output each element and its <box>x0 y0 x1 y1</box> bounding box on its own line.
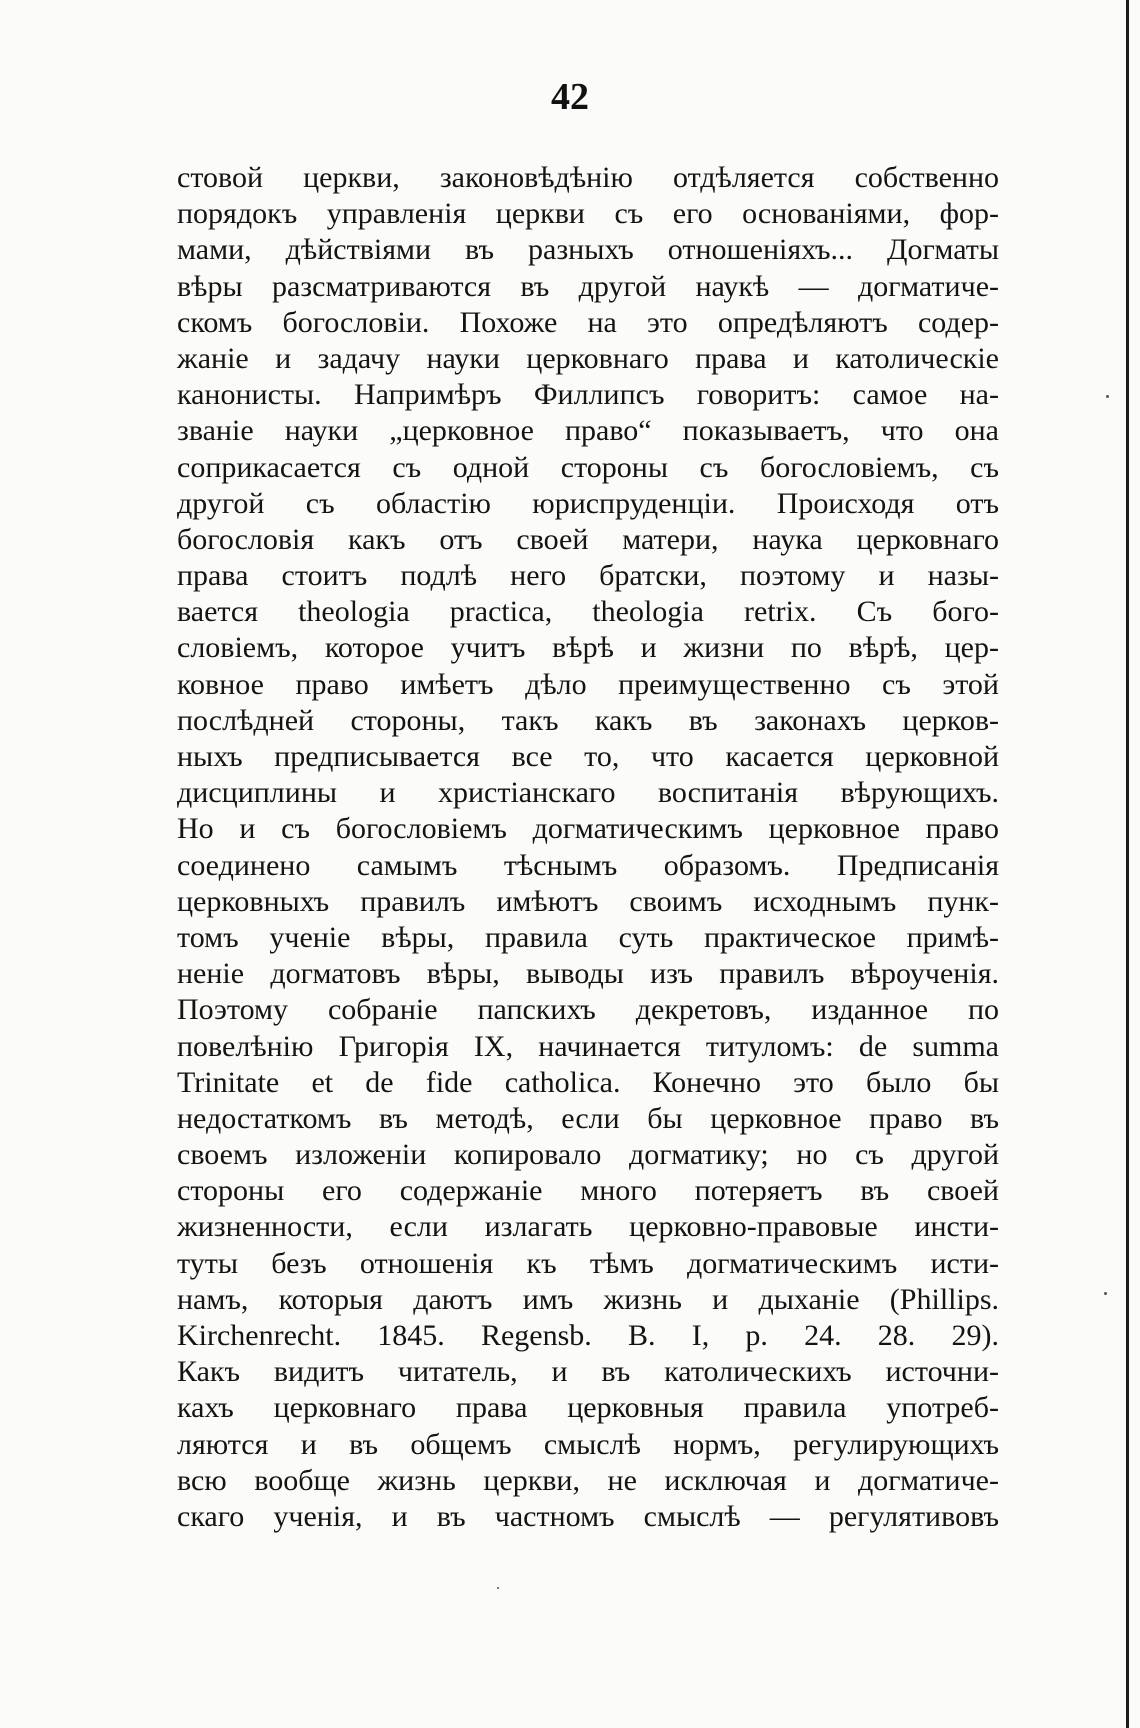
text-line: стовой церкви, законовѣдѣнію отдѣляется собственно <box>177 161 999 194</box>
text-line: скомъ богословіи. Похоже на это опредѣляютъ содер- <box>177 305 999 339</box>
text-line: кахъ церковнаго права церковныя правила употреб- <box>177 1391 999 1425</box>
text-line: повелѣнію Григорія IX, начинается титуломъ: de summa <box>177 1029 999 1063</box>
text-line: права стоитъ подлѣ него братски, поэтому и назы- <box>177 559 999 593</box>
text-line: жаніе и задачу науки церковнаго права и католическіе <box>177 341 999 375</box>
text-line: соприкасается съ одной стороны съ богословіемъ, съ <box>177 450 999 484</box>
text-line: ныхъ предписывается все то, что касается церковной <box>177 740 999 773</box>
text-line: порядокъ управленія церкви съ его основаніями, фор- <box>177 197 999 231</box>
text-line: томъ ученіе вѣры, правила суть практическое примѣ- <box>177 920 999 954</box>
text-line: Kirchenrecht. 1845. Regensb. B. I, p. 24. 28. 29). <box>177 1319 999 1352</box>
text-line: скаго ученія, и въ частномъ смыслѣ — регулятивовъ <box>177 1499 999 1533</box>
text-line: намъ, которыя даютъ имъ жизнь и дыханіе (Phillips. <box>177 1282 999 1316</box>
text-line: туты безъ отношенія къ тѣмъ догматическимъ исти- <box>177 1246 999 1280</box>
text-line: канонисты. Напримѣръ Филлипсъ говоритъ: самое на- <box>177 378 999 412</box>
text-line: своемъ изложеніи копировало догматику; но съ другой <box>177 1138 999 1172</box>
text-line: неніе догматовъ вѣры, выводы изъ правилъ вѣроученія. <box>177 957 999 991</box>
text-line: вѣры разсматриваются въ другой наукѣ — догматиче- <box>177 269 999 303</box>
text-line: мами, дѣйствіями въ разныхъ отношеніяхъ... Догматы <box>177 233 999 267</box>
text-line: словіемъ, которое учитъ вѣрѣ и жизни по вѣрѣ, цер- <box>177 631 999 665</box>
text-line: соединено самымъ тѣснымъ образомъ. Предписанія <box>177 848 999 882</box>
text-line: ляются и въ общемъ смыслѣ нормъ, регулирующихъ <box>177 1427 999 1461</box>
text-line: Какъ видитъ читатель, и въ католическихъ источни- <box>177 1355 999 1389</box>
page-number: 42 <box>551 76 589 118</box>
scan-speck <box>497 1587 499 1589</box>
text-line: званіе науки „церковное право“ показываетъ, что она <box>177 414 999 448</box>
scan-speck <box>1106 395 1109 398</box>
text-line: ковное право имѣетъ дѣло преимущественно съ этой <box>177 667 999 701</box>
text-line: церковныхъ правилъ имѣютъ своимъ исходнымъ пунк- <box>177 884 999 918</box>
body-text <box>177 160 999 1535</box>
text-line: Trinitate et de fide catholica. Конечно это было бы <box>177 1065 999 1099</box>
text-line: послѣдней стороны, такъ какъ въ законахъ церков- <box>177 703 999 737</box>
scan-speck <box>1104 1292 1107 1295</box>
text-line: Поэтому собраніе папскихъ декретовъ, изданное по <box>177 993 999 1027</box>
text-line: другой съ областію юриспруденціи. Происходя отъ <box>177 486 999 520</box>
text-line: Но и съ богословіемъ догматическимъ церковное право <box>177 812 999 846</box>
text-line: богословія какъ отъ своей матери, наука церковнаго <box>177 522 999 556</box>
text-line: дисциплины и христіанскаго воспитанія вѣрующихъ. <box>177 776 999 810</box>
text-line: жизненности, если излагать церковно-правовые инсти- <box>177 1210 999 1244</box>
text-line: вается theologia practica, theologia retrix. Съ бого- <box>177 595 999 629</box>
text-line: стороны его содержаніе много потеряетъ въ своей <box>177 1174 999 1208</box>
text-line: всю вообще жизнь церкви, не исключая и догматиче- <box>177 1463 999 1497</box>
text-line: недостаткомъ въ методѣ, если бы церковное право въ <box>177 1101 999 1135</box>
page-edge-rule <box>1126 0 1129 1728</box>
